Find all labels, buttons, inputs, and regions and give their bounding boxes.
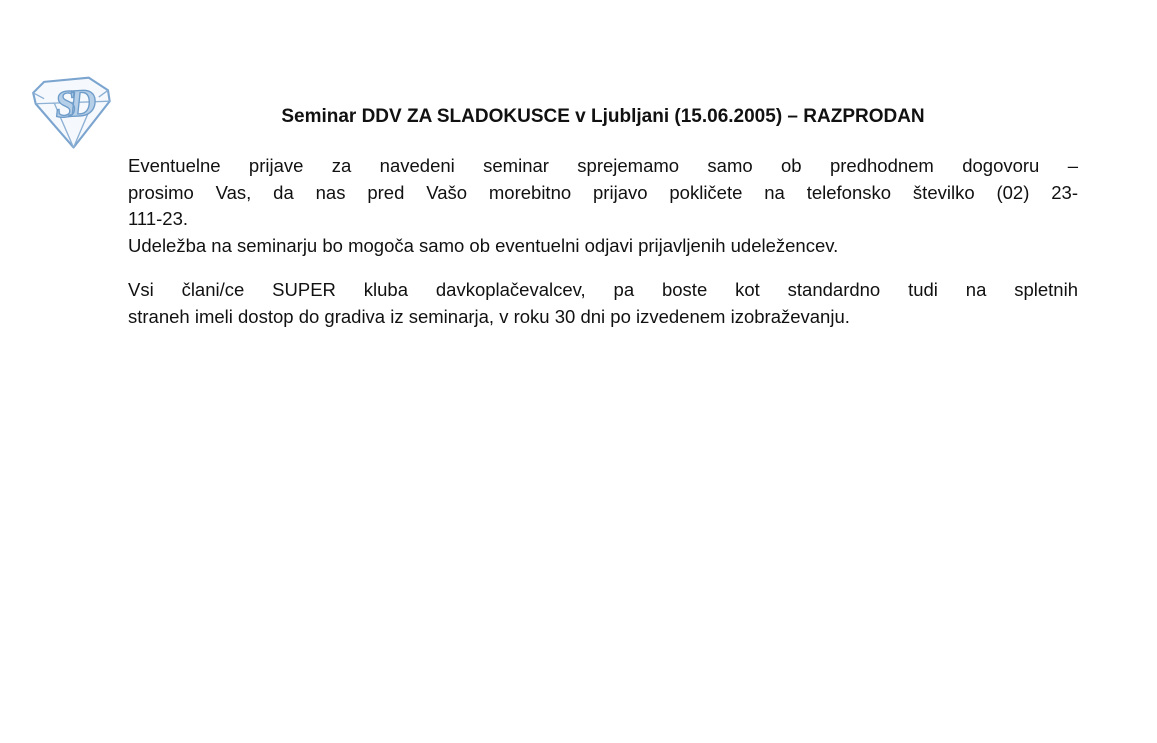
paragraph-line: prosimo Vas, da nas pred Vašo morebitno prijavo pokličete na telefonsko številko (02) 23- bbox=[128, 181, 1078, 203]
sd-club-logo bbox=[27, 76, 115, 150]
paragraph-registration-info bbox=[128, 153, 1078, 260]
diamond-logo-graphic bbox=[27, 76, 115, 150]
paragraph-line: Udeležba na seminarju bo mogoča samo ob eventuelni odjavi prijavljenih udeležencev. bbox=[128, 235, 839, 257]
logo-letters: SD bbox=[53, 82, 90, 127]
paragraph-line: straneh imeli dostop do gradiva iz seminarja, v roku 30 dni po izvedenem izobraževanju. bbox=[128, 305, 850, 327]
paragraph-super-klub-info bbox=[128, 277, 1078, 330]
paragraph-line: 111-23. bbox=[128, 208, 188, 230]
paragraph-line: Eventuelne prijave za navedeni seminar sprejemamo samo ob predhodnem dogovoru – bbox=[128, 155, 1078, 176]
seminar-title: Seminar DDV ZA SLADOKUSCE v Ljubljani (15.06.2005) – RAZPRODAN bbox=[281, 106, 925, 127]
paragraph-line: Vsi člani/ce SUPER kluba davkoplačevalcev, pa boste kot standardno tudi na spletnih bbox=[128, 279, 1078, 300]
